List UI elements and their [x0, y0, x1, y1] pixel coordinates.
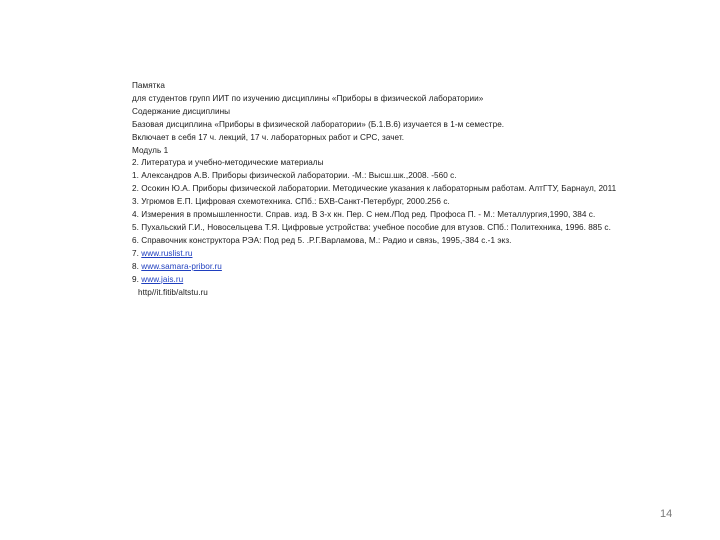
link-number: 7.: [132, 248, 142, 258]
literature-header: 2. Литература и учебно-методические материалы: [132, 158, 324, 168]
memo-text-block: [132, 80, 718, 299]
content-header: Содержание дисциплины: [132, 106, 231, 116]
link-item: [132, 248, 718, 261]
link-item: [132, 261, 718, 274]
module-label: Модуль 1: [132, 145, 169, 155]
reference-item: 3. Угрюмов Е.П. Цифровая схемотехника. СПб.: БХВ-Санкт-Петербург, 2000.256 с.: [132, 197, 450, 207]
base-discipline-text: Базовая дисциплина «Приборы в физической лаборатории» (Б.1.В.6) изучается в 1-м семестре.: [132, 119, 505, 129]
memo-title: Памятка: [132, 81, 165, 90]
plain-url: http//it.fitib/altstu.ru: [138, 287, 208, 297]
reference-item: 2. Осокин Ю.А. Приборы физической лаборатории. Методические указания к лабораторным работам. АлтГТУ, Барнаул, 2011: [132, 184, 617, 194]
link-jais[interactable]: www.jais.ru: [141, 274, 184, 284]
link-number: 8.: [132, 261, 142, 271]
reference-item: 6. Справочник конструктора РЭА: Под ред 5. .Р.Г.Варламова, М.: Радио и связь, 1995,-384 с.-1 экз.: [132, 235, 512, 245]
link-samara-pribor[interactable]: www.samara-pribor.ru: [141, 261, 222, 271]
link-ruslist[interactable]: www.ruslist.ru: [141, 248, 193, 258]
reference-item: 1. Александров А.В. Приборы физической лаборатории. -М.: Высш.шк.,2008. -560 с.: [132, 171, 457, 181]
reference-item: 4. Измерения в промышленности. Справ. изд. В 3-х кн. Пер. С нем./Под ред. Профоса П. - М.: Металлургия,1990, 384 с.: [132, 210, 596, 220]
page-number: 14: [660, 508, 673, 520]
memo-subtitle: для студентов групп ИИТ по изучению дисциплины «Приборы в физической лаборатории»: [132, 93, 484, 103]
hours-text: Включает в себя 17 ч. лекций, 17 ч. лабораторных работ и СРС, зачет.: [132, 132, 405, 142]
link-number: 9.: [132, 274, 142, 284]
reference-item: 5. Пухальский Г.И., Новосельцева Т.Я. Цифровые устройства: учебное пособие для втузов. СПб.: Политехника, 1996. 885 с.: [132, 222, 611, 232]
link-item: [132, 274, 718, 287]
